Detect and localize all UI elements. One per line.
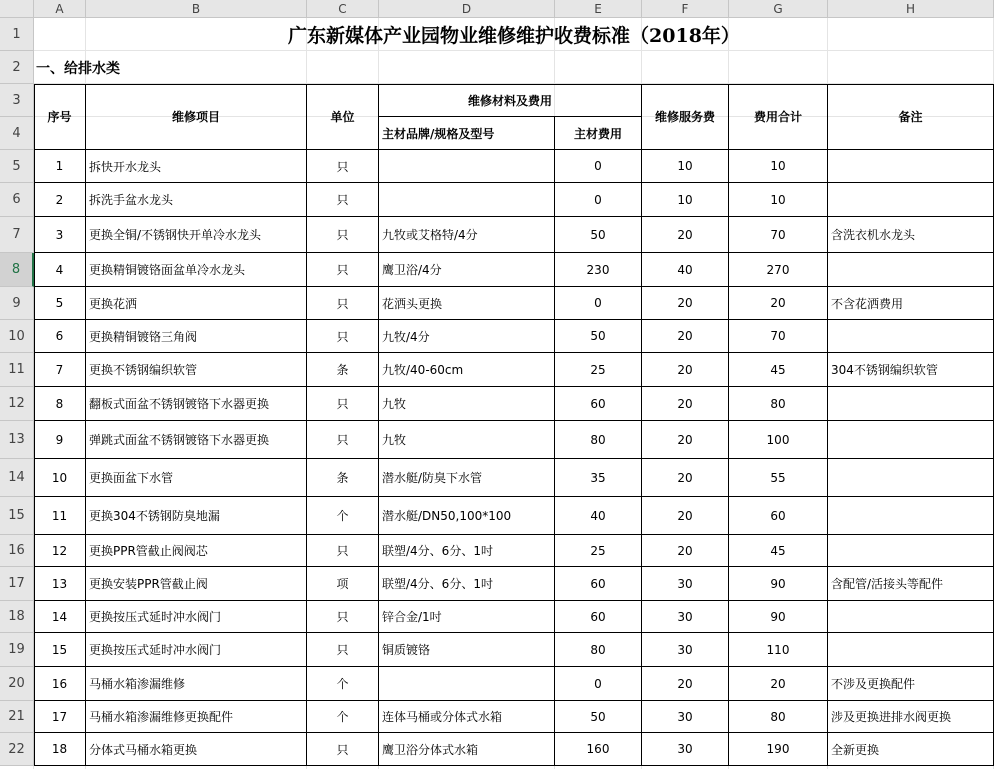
- cell-unit[interactable]: 个: [307, 701, 379, 733]
- cell-total[interactable]: 45: [729, 353, 828, 387]
- cell-brand[interactable]: 潜水艇/DN50,100*100: [379, 497, 555, 535]
- cell-seq[interactable]: 12: [34, 535, 86, 567]
- header-service-fee[interactable]: 维修服务费: [642, 84, 729, 150]
- section-heading[interactable]: 一、给排水类: [36, 60, 120, 77]
- cell-item[interactable]: 分体式马桶水箱更换: [86, 733, 307, 766]
- cell-seq[interactable]: 11: [34, 497, 86, 535]
- cell-brand[interactable]: 连体马桶或分体式水箱: [379, 701, 555, 733]
- cell-seq[interactable]: 17: [34, 701, 86, 733]
- column-header-d[interactable]: D: [379, 0, 555, 18]
- cell-total[interactable]: 10: [729, 183, 828, 217]
- column-header-f[interactable]: F: [642, 0, 729, 18]
- cell-brand[interactable]: [379, 183, 555, 217]
- cell-service[interactable]: 20: [642, 387, 729, 421]
- cell-item[interactable]: 更换花洒: [86, 287, 307, 320]
- cell-total[interactable]: 110: [729, 633, 828, 667]
- cell-unit[interactable]: 个: [307, 667, 379, 701]
- row-header-14[interactable]: 14: [0, 459, 34, 497]
- cell-brand[interactable]: 联塑/4分、6分、1吋: [379, 535, 555, 567]
- row-header-3[interactable]: 3: [0, 84, 34, 117]
- cell-remark[interactable]: [828, 459, 994, 497]
- header-seq[interactable]: 序号: [34, 84, 86, 150]
- cell-brand[interactable]: 九牧: [379, 387, 555, 421]
- header-total[interactable]: 费用合计: [729, 84, 828, 150]
- cell-total[interactable]: 80: [729, 387, 828, 421]
- cell-seq[interactable]: 7: [34, 353, 86, 387]
- cell-item[interactable]: 更换PPR管截止阀阀芯: [86, 535, 307, 567]
- row-header-19[interactable]: 19: [0, 633, 34, 667]
- cell-service[interactable]: 30: [642, 601, 729, 633]
- cell-unit[interactable]: 只: [307, 601, 379, 633]
- row-header-1[interactable]: 1: [0, 18, 34, 51]
- cell-remark[interactable]: [828, 253, 994, 287]
- cell-service[interactable]: 40: [642, 253, 729, 287]
- row-header-6[interactable]: 6: [0, 183, 34, 217]
- row-header-17[interactable]: 17: [0, 567, 34, 601]
- cell-remark[interactable]: [828, 183, 994, 217]
- cell-total[interactable]: 90: [729, 567, 828, 601]
- cell-cost[interactable]: 50: [555, 320, 642, 353]
- row-header-21[interactable]: 21: [0, 701, 34, 733]
- column-header-a[interactable]: A: [34, 0, 86, 18]
- row-header-15[interactable]: 15: [0, 497, 34, 535]
- cell-total[interactable]: 10: [729, 150, 828, 183]
- column-header-h[interactable]: H: [828, 0, 994, 18]
- cell-remark[interactable]: 304不锈钢编织软管: [828, 353, 994, 387]
- cell-service[interactable]: 20: [642, 497, 729, 535]
- cell-total[interactable]: 60: [729, 497, 828, 535]
- cell-brand[interactable]: 联塑/4分、6分、1吋: [379, 567, 555, 601]
- cell-service[interactable]: 10: [642, 150, 729, 183]
- cell-unit[interactable]: 条: [307, 459, 379, 497]
- row-header-4[interactable]: 4: [0, 117, 34, 150]
- cell-seq[interactable]: 18: [34, 733, 86, 766]
- cell-seq[interactable]: 9: [34, 421, 86, 459]
- cell-item[interactable]: 更换安装PPR管截止阀: [86, 567, 307, 601]
- cell-cost[interactable]: 50: [555, 217, 642, 253]
- cell-remark[interactable]: [828, 320, 994, 353]
- cell-remark[interactable]: [828, 150, 994, 183]
- column-header-e[interactable]: E: [555, 0, 642, 18]
- cell-seq[interactable]: 4: [34, 253, 86, 287]
- cell-seq[interactable]: 13: [34, 567, 86, 601]
- cell-item[interactable]: 更换全铜/不锈钢快开单冷水龙头: [86, 217, 307, 253]
- cell-brand[interactable]: 锌合金/1吋: [379, 601, 555, 633]
- cell-cost[interactable]: 80: [555, 421, 642, 459]
- cell-brand[interactable]: 花洒头更换: [379, 287, 555, 320]
- row-header-13[interactable]: 13: [0, 421, 34, 459]
- cell-cost[interactable]: 0: [555, 667, 642, 701]
- cell-item[interactable]: 拆快开水龙头: [86, 150, 307, 183]
- cell-item[interactable]: 弹跳式面盆不锈钢镀铬下水器更换: [86, 421, 307, 459]
- row-header-10[interactable]: 10: [0, 320, 34, 353]
- cell-brand[interactable]: 九牧/40-60cm: [379, 353, 555, 387]
- cell-total[interactable]: 90: [729, 601, 828, 633]
- row-header-11[interactable]: 11: [0, 353, 34, 387]
- cell-seq[interactable]: 10: [34, 459, 86, 497]
- cell-item[interactable]: 更换按压式延时冲水阀门: [86, 601, 307, 633]
- cell-seq[interactable]: 1: [34, 150, 86, 183]
- cell-cost[interactable]: 80: [555, 633, 642, 667]
- cell-item[interactable]: 翻板式面盆不锈钢镀铬下水器更换: [86, 387, 307, 421]
- cell-item[interactable]: 更换不锈钢编织软管: [86, 353, 307, 387]
- cell-cost[interactable]: 25: [555, 353, 642, 387]
- cell-service[interactable]: 20: [642, 217, 729, 253]
- sheet-title[interactable]: 广东新媒体产业园物业维修维护收费标准（2018年）: [288, 25, 740, 47]
- cell-cost[interactable]: 60: [555, 601, 642, 633]
- cell-item[interactable]: 更换按压式延时冲水阀门: [86, 633, 307, 667]
- cell-seq[interactable]: 5: [34, 287, 86, 320]
- cell-total[interactable]: 270: [729, 253, 828, 287]
- cell-cost[interactable]: 40: [555, 497, 642, 535]
- row-header-7[interactable]: 7: [0, 217, 34, 253]
- row-header-16[interactable]: 16: [0, 535, 34, 567]
- cell-brand[interactable]: 鹰卫浴分体式水箱: [379, 733, 555, 766]
- cell-unit[interactable]: 条: [307, 353, 379, 387]
- cell-seq[interactable]: 2: [34, 183, 86, 217]
- cell-remark[interactable]: 含配管/活接头等配件: [828, 567, 994, 601]
- header-material-cost[interactable]: 主材费用: [555, 117, 642, 150]
- cell-service[interactable]: 30: [642, 733, 729, 766]
- cell-unit[interactable]: 个: [307, 497, 379, 535]
- cell-total[interactable]: 20: [729, 287, 828, 320]
- cell-cost[interactable]: 0: [555, 287, 642, 320]
- select-all-corner[interactable]: [0, 0, 34, 18]
- cell-remark[interactable]: [828, 387, 994, 421]
- cell-seq[interactable]: 16: [34, 667, 86, 701]
- cell-cost[interactable]: 0: [555, 183, 642, 217]
- cell-service[interactable]: 20: [642, 421, 729, 459]
- cell-service[interactable]: 20: [642, 287, 729, 320]
- cell-service[interactable]: 20: [642, 353, 729, 387]
- cell-service[interactable]: 30: [642, 701, 729, 733]
- cell-brand[interactable]: 鹰卫浴/4分: [379, 253, 555, 287]
- cell-remark[interactable]: 全新更换: [828, 733, 994, 766]
- header-materials[interactable]: 维修材料及费用: [379, 84, 642, 117]
- cell-service[interactable]: 20: [642, 459, 729, 497]
- cell-unit[interactable]: 只: [307, 633, 379, 667]
- cell-cost[interactable]: 160: [555, 733, 642, 766]
- column-header-g[interactable]: G: [729, 0, 828, 18]
- row-header-22[interactable]: 22: [0, 733, 34, 766]
- cell-total[interactable]: 55: [729, 459, 828, 497]
- row-header-8[interactable]: 8: [0, 253, 34, 287]
- cell-remark[interactable]: [828, 535, 994, 567]
- cell-cost[interactable]: 35: [555, 459, 642, 497]
- cell-unit[interactable]: 只: [307, 183, 379, 217]
- cell-brand[interactable]: 铜质镀铬: [379, 633, 555, 667]
- column-header-c[interactable]: C: [307, 0, 379, 18]
- cell-unit[interactable]: 项: [307, 567, 379, 601]
- cell-service[interactable]: 30: [642, 567, 729, 601]
- cell-total[interactable]: 100: [729, 421, 828, 459]
- row-header-2[interactable]: 2: [0, 51, 34, 84]
- cell-total[interactable]: 70: [729, 320, 828, 353]
- cell-item[interactable]: 拆洗手盆水龙头: [86, 183, 307, 217]
- cell-seq[interactable]: 14: [34, 601, 86, 633]
- cell-unit[interactable]: 只: [307, 421, 379, 459]
- cell-brand[interactable]: 潜水艇/防臭下水管: [379, 459, 555, 497]
- cell-service[interactable]: 20: [642, 535, 729, 567]
- header-item[interactable]: 维修项目: [86, 84, 307, 150]
- cell-service[interactable]: 20: [642, 667, 729, 701]
- cell-brand[interactable]: 九牧: [379, 421, 555, 459]
- cell-service[interactable]: 30: [642, 633, 729, 667]
- cell-remark[interactable]: 不含花洒费用: [828, 287, 994, 320]
- row-header-12[interactable]: 12: [0, 387, 34, 421]
- cell-cost[interactable]: 0: [555, 150, 642, 183]
- cell-unit[interactable]: 只: [307, 217, 379, 253]
- header-unit[interactable]: 单位: [307, 84, 379, 150]
- cell-unit[interactable]: 只: [307, 387, 379, 421]
- cell-item[interactable]: 更换精铜镀铬三角阀: [86, 320, 307, 353]
- cell-total[interactable]: 20: [729, 667, 828, 701]
- row-header-18[interactable]: 18: [0, 601, 34, 633]
- cell-remark[interactable]: 含洗衣机水龙头: [828, 217, 994, 253]
- cell-cost[interactable]: 25: [555, 535, 642, 567]
- cell-brand[interactable]: [379, 150, 555, 183]
- cell-unit[interactable]: 只: [307, 150, 379, 183]
- column-header-b[interactable]: B: [86, 0, 307, 18]
- cell-unit[interactable]: 只: [307, 287, 379, 320]
- cell-seq[interactable]: 15: [34, 633, 86, 667]
- header-brand[interactable]: 主材品牌/规格及型号: [379, 117, 555, 150]
- cell-service[interactable]: 10: [642, 183, 729, 217]
- cell-total[interactable]: 80: [729, 701, 828, 733]
- cell-cost[interactable]: 230: [555, 253, 642, 287]
- cell-remark[interactable]: [828, 497, 994, 535]
- cell-unit[interactable]: 只: [307, 253, 379, 287]
- cell-brand[interactable]: 九牧/4分: [379, 320, 555, 353]
- cell-seq[interactable]: 8: [34, 387, 86, 421]
- cell-brand[interactable]: [379, 667, 555, 701]
- row-header-9[interactable]: 9: [0, 287, 34, 320]
- cell-remark[interactable]: 涉及更换进排水阀更换: [828, 701, 994, 733]
- cell-remark[interactable]: [828, 421, 994, 459]
- cell-total[interactable]: 45: [729, 535, 828, 567]
- cell-total[interactable]: 190: [729, 733, 828, 766]
- cell-item[interactable]: 更换304不锈钢防臭地漏: [86, 497, 307, 535]
- cell-brand[interactable]: 九牧或艾格特/4分: [379, 217, 555, 253]
- cell-item[interactable]: 更换精铜镀铬面盆单冷水龙头: [86, 253, 307, 287]
- row-header-20[interactable]: 20: [0, 667, 34, 701]
- cell-service[interactable]: 20: [642, 320, 729, 353]
- cell-unit[interactable]: 只: [307, 320, 379, 353]
- header-remark[interactable]: 备注: [828, 84, 994, 150]
- cell-unit[interactable]: 只: [307, 733, 379, 766]
- cell-remark[interactable]: [828, 601, 994, 633]
- cell-cost[interactable]: 60: [555, 567, 642, 601]
- cell-remark[interactable]: 不涉及更换配件: [828, 667, 994, 701]
- cell-seq[interactable]: 6: [34, 320, 86, 353]
- cell-item[interactable]: 马桶水箱渗漏维修更换配件: [86, 701, 307, 733]
- cell-item[interactable]: 更换面盆下水管: [86, 459, 307, 497]
- cell-cost[interactable]: 50: [555, 701, 642, 733]
- cell-unit[interactable]: 只: [307, 535, 379, 567]
- cell-cost[interactable]: 60: [555, 387, 642, 421]
- cell-total[interactable]: 70: [729, 217, 828, 253]
- cell-item[interactable]: 马桶水箱渗漏维修: [86, 667, 307, 701]
- row-header-5[interactable]: 5: [0, 150, 34, 183]
- cell-remark[interactable]: [828, 633, 994, 667]
- cell-seq[interactable]: 3: [34, 217, 86, 253]
